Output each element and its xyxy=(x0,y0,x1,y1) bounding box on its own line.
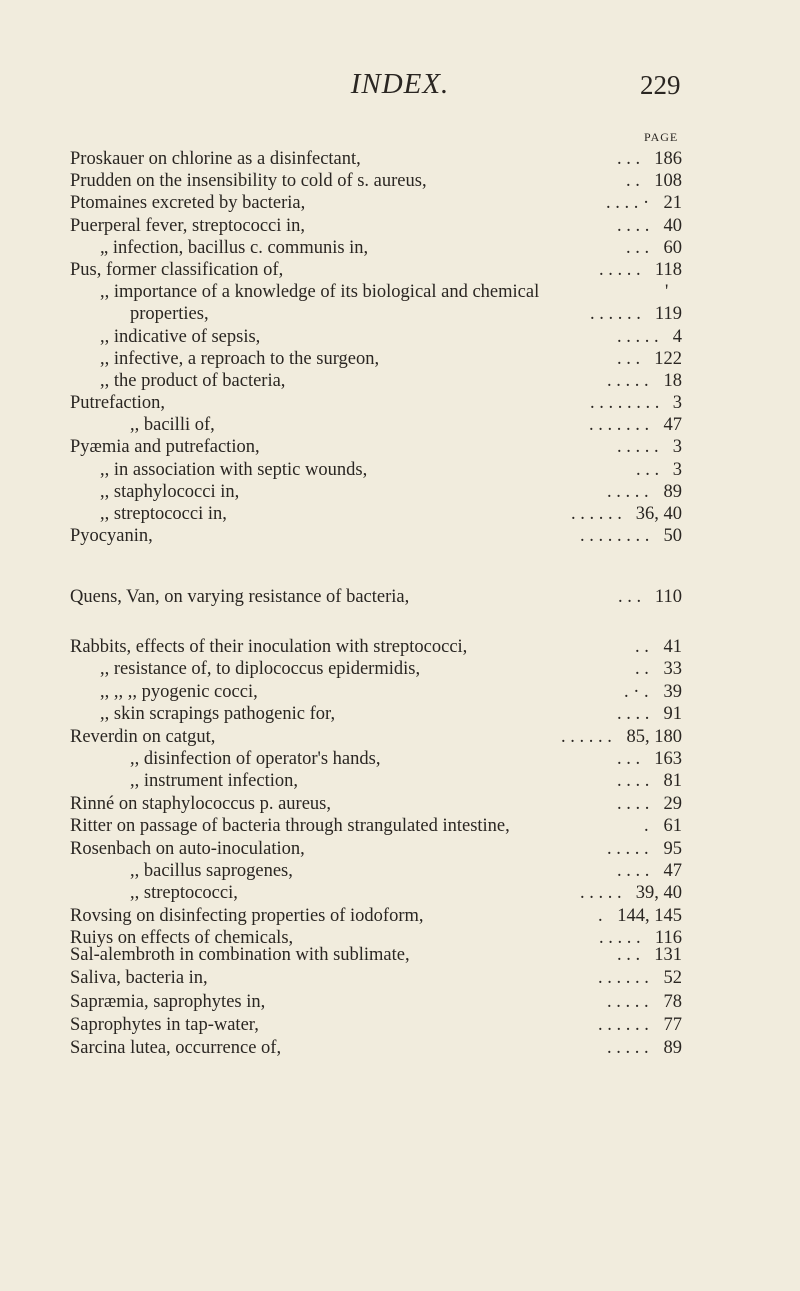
entry-page-ref: 122 xyxy=(654,348,682,369)
entry-leader-dots: . . . . . xyxy=(607,991,649,1012)
entry-leader-dots: . . . . . xyxy=(607,1038,649,1059)
index-entry xyxy=(0,838,800,860)
entry-page-ref: 78 xyxy=(663,991,682,1012)
entry-text: Rinné on staphylococcus p. aureus, xyxy=(70,793,331,814)
index-entry xyxy=(0,503,800,525)
entry-leader-dots: . . . . xyxy=(617,793,650,814)
entry-page-ref: 144, 145 xyxy=(617,905,682,926)
index-entry xyxy=(0,882,800,904)
entry-text: ,, streptococci, xyxy=(130,883,238,904)
entry-leader-dots: . . . . xyxy=(617,215,650,236)
entry-page-ref: 3 xyxy=(672,393,682,414)
index-entry xyxy=(0,192,800,214)
index-entry xyxy=(0,170,800,192)
index-entry xyxy=(0,459,800,481)
entry-leader-dots: . . . . . . xyxy=(598,1014,649,1035)
index-entry xyxy=(0,681,800,703)
entry-text: Sapræmia, saprophytes in, xyxy=(70,991,266,1012)
entry-text: Saliva, bacteria in, xyxy=(70,968,208,989)
entry-page-ref: 119 xyxy=(654,304,682,325)
entry-page-ref: 131 xyxy=(654,945,682,965)
entry-text: ,, bacillus saprogenes, xyxy=(130,860,293,881)
entry-text: Quens, Van, on varying resistance of bacteria, xyxy=(70,587,410,607)
entry-page-ref: 116 xyxy=(654,928,682,949)
entry-page-ref: 50 xyxy=(663,526,682,547)
index-section-p xyxy=(0,148,800,547)
entry-text: Reverdin on catgut, xyxy=(70,726,216,747)
entry-leader-dots: . . . . . . xyxy=(571,504,622,524)
index-entry xyxy=(0,414,800,436)
entry-text: ,, ,, ,, pyogenic cocci, xyxy=(100,681,258,702)
entry-page-ref: 41 xyxy=(663,637,682,657)
entry-text: Proskauer on chlorine as a disinfectant, xyxy=(70,149,361,169)
entry-leader-dots: . . . xyxy=(636,459,660,480)
entry-page-ref: 61 xyxy=(663,816,682,837)
entry-page-ref: 89 xyxy=(663,1038,682,1059)
entry-leader-dots: . xyxy=(644,816,649,837)
entry-page-ref: 21 xyxy=(663,193,682,214)
entry-text: ,, resistance of, to diplococcus epidermidis, xyxy=(100,659,421,680)
entry-page-ref: 29 xyxy=(663,793,682,814)
index-entry xyxy=(0,348,800,370)
index-entry xyxy=(0,237,800,259)
index-entry xyxy=(0,303,800,325)
entry-leader-dots: . . . . . xyxy=(580,883,622,904)
index-entry xyxy=(0,793,800,815)
entry-text: Putrefaction, xyxy=(70,393,166,414)
entry-text: Sarcina lutea, occurrence of, xyxy=(70,1038,282,1059)
index-entry xyxy=(0,967,800,990)
index-entry xyxy=(0,636,800,658)
entry-leader-dots: . . . . xyxy=(617,704,650,725)
entry-page-ref: 39 xyxy=(663,681,682,702)
entry-leader-dots: . . xyxy=(635,637,649,657)
index-entry xyxy=(0,703,800,725)
entry-leader-dots: . . xyxy=(635,659,649,680)
entry-text: Pus, former classification of, xyxy=(70,259,284,280)
entry-page-ref: 3 xyxy=(672,437,682,458)
entry-text: Rosenbach on auto-inoculation, xyxy=(70,838,305,859)
page-column-label: PAGE xyxy=(644,130,679,144)
entry-leader-dots: . . . . . xyxy=(599,928,641,949)
entry-leader-dots: . · . xyxy=(624,681,649,702)
page-title: INDEX. xyxy=(350,68,450,100)
index-entry xyxy=(0,1014,800,1037)
entry-leader-dots: . . . . . xyxy=(599,259,641,280)
entry-page-ref: 163 xyxy=(654,748,682,769)
index-section-r xyxy=(0,636,800,949)
index-entry xyxy=(0,944,800,967)
entry-leader-dots: . . . . . xyxy=(607,838,649,859)
entry-text: ,, the product of bacteria, xyxy=(100,370,286,391)
entry-leader-dots: . . . xyxy=(617,748,641,769)
entry-leader-dots: . xyxy=(598,905,603,926)
entry-page-ref: 47 xyxy=(663,415,682,436)
entry-text: ,, in association with septic wounds, xyxy=(100,459,368,480)
entry-text: „ infection, bacillus c. communis in, xyxy=(100,237,369,258)
index-entry xyxy=(0,658,800,680)
entry-text: Puerperal fever, streptococci in, xyxy=(70,215,306,236)
entry-page-ref: 91 xyxy=(663,704,682,725)
entry-text: ,, importance of a knowledge of its biological and chemical xyxy=(100,282,540,303)
entry-leader-dots: . . . . . . xyxy=(598,968,649,989)
entry-text: Rovsing on disinfecting properties of iodoform, xyxy=(70,905,424,926)
index-entry xyxy=(0,436,800,458)
entry-text: ,, indicative of sepsis, xyxy=(100,326,261,347)
entry-text: Pyæmia and putrefaction, xyxy=(70,437,260,458)
entry-text: ,, skin scrapings pathogenic for, xyxy=(100,704,336,725)
entry-leader-dots: . . . . xyxy=(617,860,650,881)
entry-leader-dots: . . . . . xyxy=(607,370,649,391)
entry-leader-dots: . . . xyxy=(617,149,641,169)
entry-text: ,, bacilli of, xyxy=(130,415,215,436)
entry-text: ,, streptococci in, xyxy=(100,504,227,524)
entry-page-ref: 36, 40 xyxy=(635,504,682,524)
entry-leader-dots: . . . . · xyxy=(606,193,650,214)
entry-page-ref: 186 xyxy=(654,149,682,169)
index-entry xyxy=(0,726,800,748)
index-entry xyxy=(0,281,800,303)
entry-leader-dots: . . . xyxy=(618,587,642,607)
index-entry xyxy=(0,748,800,770)
index-section-s xyxy=(0,944,800,1060)
index-entry xyxy=(0,215,800,237)
index-entry xyxy=(0,259,800,281)
entry-leader-dots: . . . xyxy=(626,237,650,258)
entry-page-ref: 40 xyxy=(663,215,682,236)
entry-leader-dots: . . . . . xyxy=(617,437,659,458)
entry-page-ref: 95 xyxy=(663,838,682,859)
entry-text: Sal-alembroth in combination with sublimate, xyxy=(70,945,410,965)
index-entry xyxy=(0,326,800,348)
index-entry xyxy=(0,815,800,837)
entry-leader-dots: . . . xyxy=(617,348,641,369)
entry-leader-dots: . . . . . xyxy=(617,326,659,347)
entry-text: Pyocyanin, xyxy=(70,526,153,547)
entry-text: ,, staphylococci in, xyxy=(100,481,240,502)
entry-page-ref: 33 xyxy=(663,659,682,680)
entry-leader-dots: . . . . . . xyxy=(590,304,641,325)
entry-text: Rabbits, effects of their inoculation with streptococci, xyxy=(70,637,468,657)
entry-page-ref: 85, 180 xyxy=(626,726,682,747)
index-section-q xyxy=(0,586,800,608)
entry-text: Ritter on passage of bacteria through strangulated intestine, xyxy=(70,816,510,837)
entry-page-ref: 108 xyxy=(654,171,682,192)
index-entry xyxy=(0,392,800,414)
entry-leader-dots: . . . xyxy=(617,945,641,965)
index-entry xyxy=(0,525,800,547)
entry-leader-dots: . . . . . xyxy=(607,481,649,502)
entry-text: ,, instrument infection, xyxy=(130,771,299,792)
entry-leader-dots: . . xyxy=(626,171,640,192)
entry-page-ref: 81 xyxy=(663,771,682,792)
entry-page-ref: 4 xyxy=(672,326,682,347)
entry-page-ref: 118 xyxy=(654,259,682,280)
index-entry xyxy=(0,860,800,882)
entry-page-ref: 47 xyxy=(663,860,682,881)
entry-leader-dots: ' xyxy=(665,282,669,303)
index-entry xyxy=(0,481,800,503)
entry-page-ref: 3 xyxy=(672,459,682,480)
index-entry xyxy=(0,370,800,392)
entry-text: ,, infective, a reproach to the surgeon, xyxy=(100,348,380,369)
entry-page-ref: 60 xyxy=(663,237,682,258)
index-entry xyxy=(0,586,800,608)
page-number: 229 xyxy=(640,70,681,100)
entry-text: properties, xyxy=(130,304,209,325)
entry-page-ref: 110 xyxy=(654,587,682,607)
entry-page-ref: 18 xyxy=(663,370,682,391)
index-entry xyxy=(0,770,800,792)
index-entry xyxy=(0,991,800,1014)
entry-leader-dots: . . . . . . xyxy=(561,726,612,747)
index-entry xyxy=(0,905,800,927)
entry-text: Ruiys on effects of chemicals, xyxy=(70,928,294,949)
entry-page-ref: 39, 40 xyxy=(635,883,682,904)
index-entry xyxy=(0,1037,800,1060)
entry-text: ,, disinfection of operator's hands, xyxy=(130,748,381,769)
entry-page-ref: 89 xyxy=(663,481,682,502)
entry-page-ref: 52 xyxy=(663,968,682,989)
entry-leader-dots: . . . . . . . xyxy=(589,415,650,436)
entry-leader-dots: . . . . xyxy=(617,771,650,792)
entry-text: Saprophytes in tap-water, xyxy=(70,1014,259,1035)
entry-page-ref: 77 xyxy=(663,1014,682,1035)
entry-leader-dots: . . . . . . . . xyxy=(590,393,660,414)
index-entry xyxy=(0,148,800,170)
entry-leader-dots: . . . . . . . . xyxy=(580,526,650,547)
entry-text: Ptomaines excreted by bacteria, xyxy=(70,193,306,214)
entry-text: Prudden on the insensibility to cold of s. aureus, xyxy=(70,171,427,192)
